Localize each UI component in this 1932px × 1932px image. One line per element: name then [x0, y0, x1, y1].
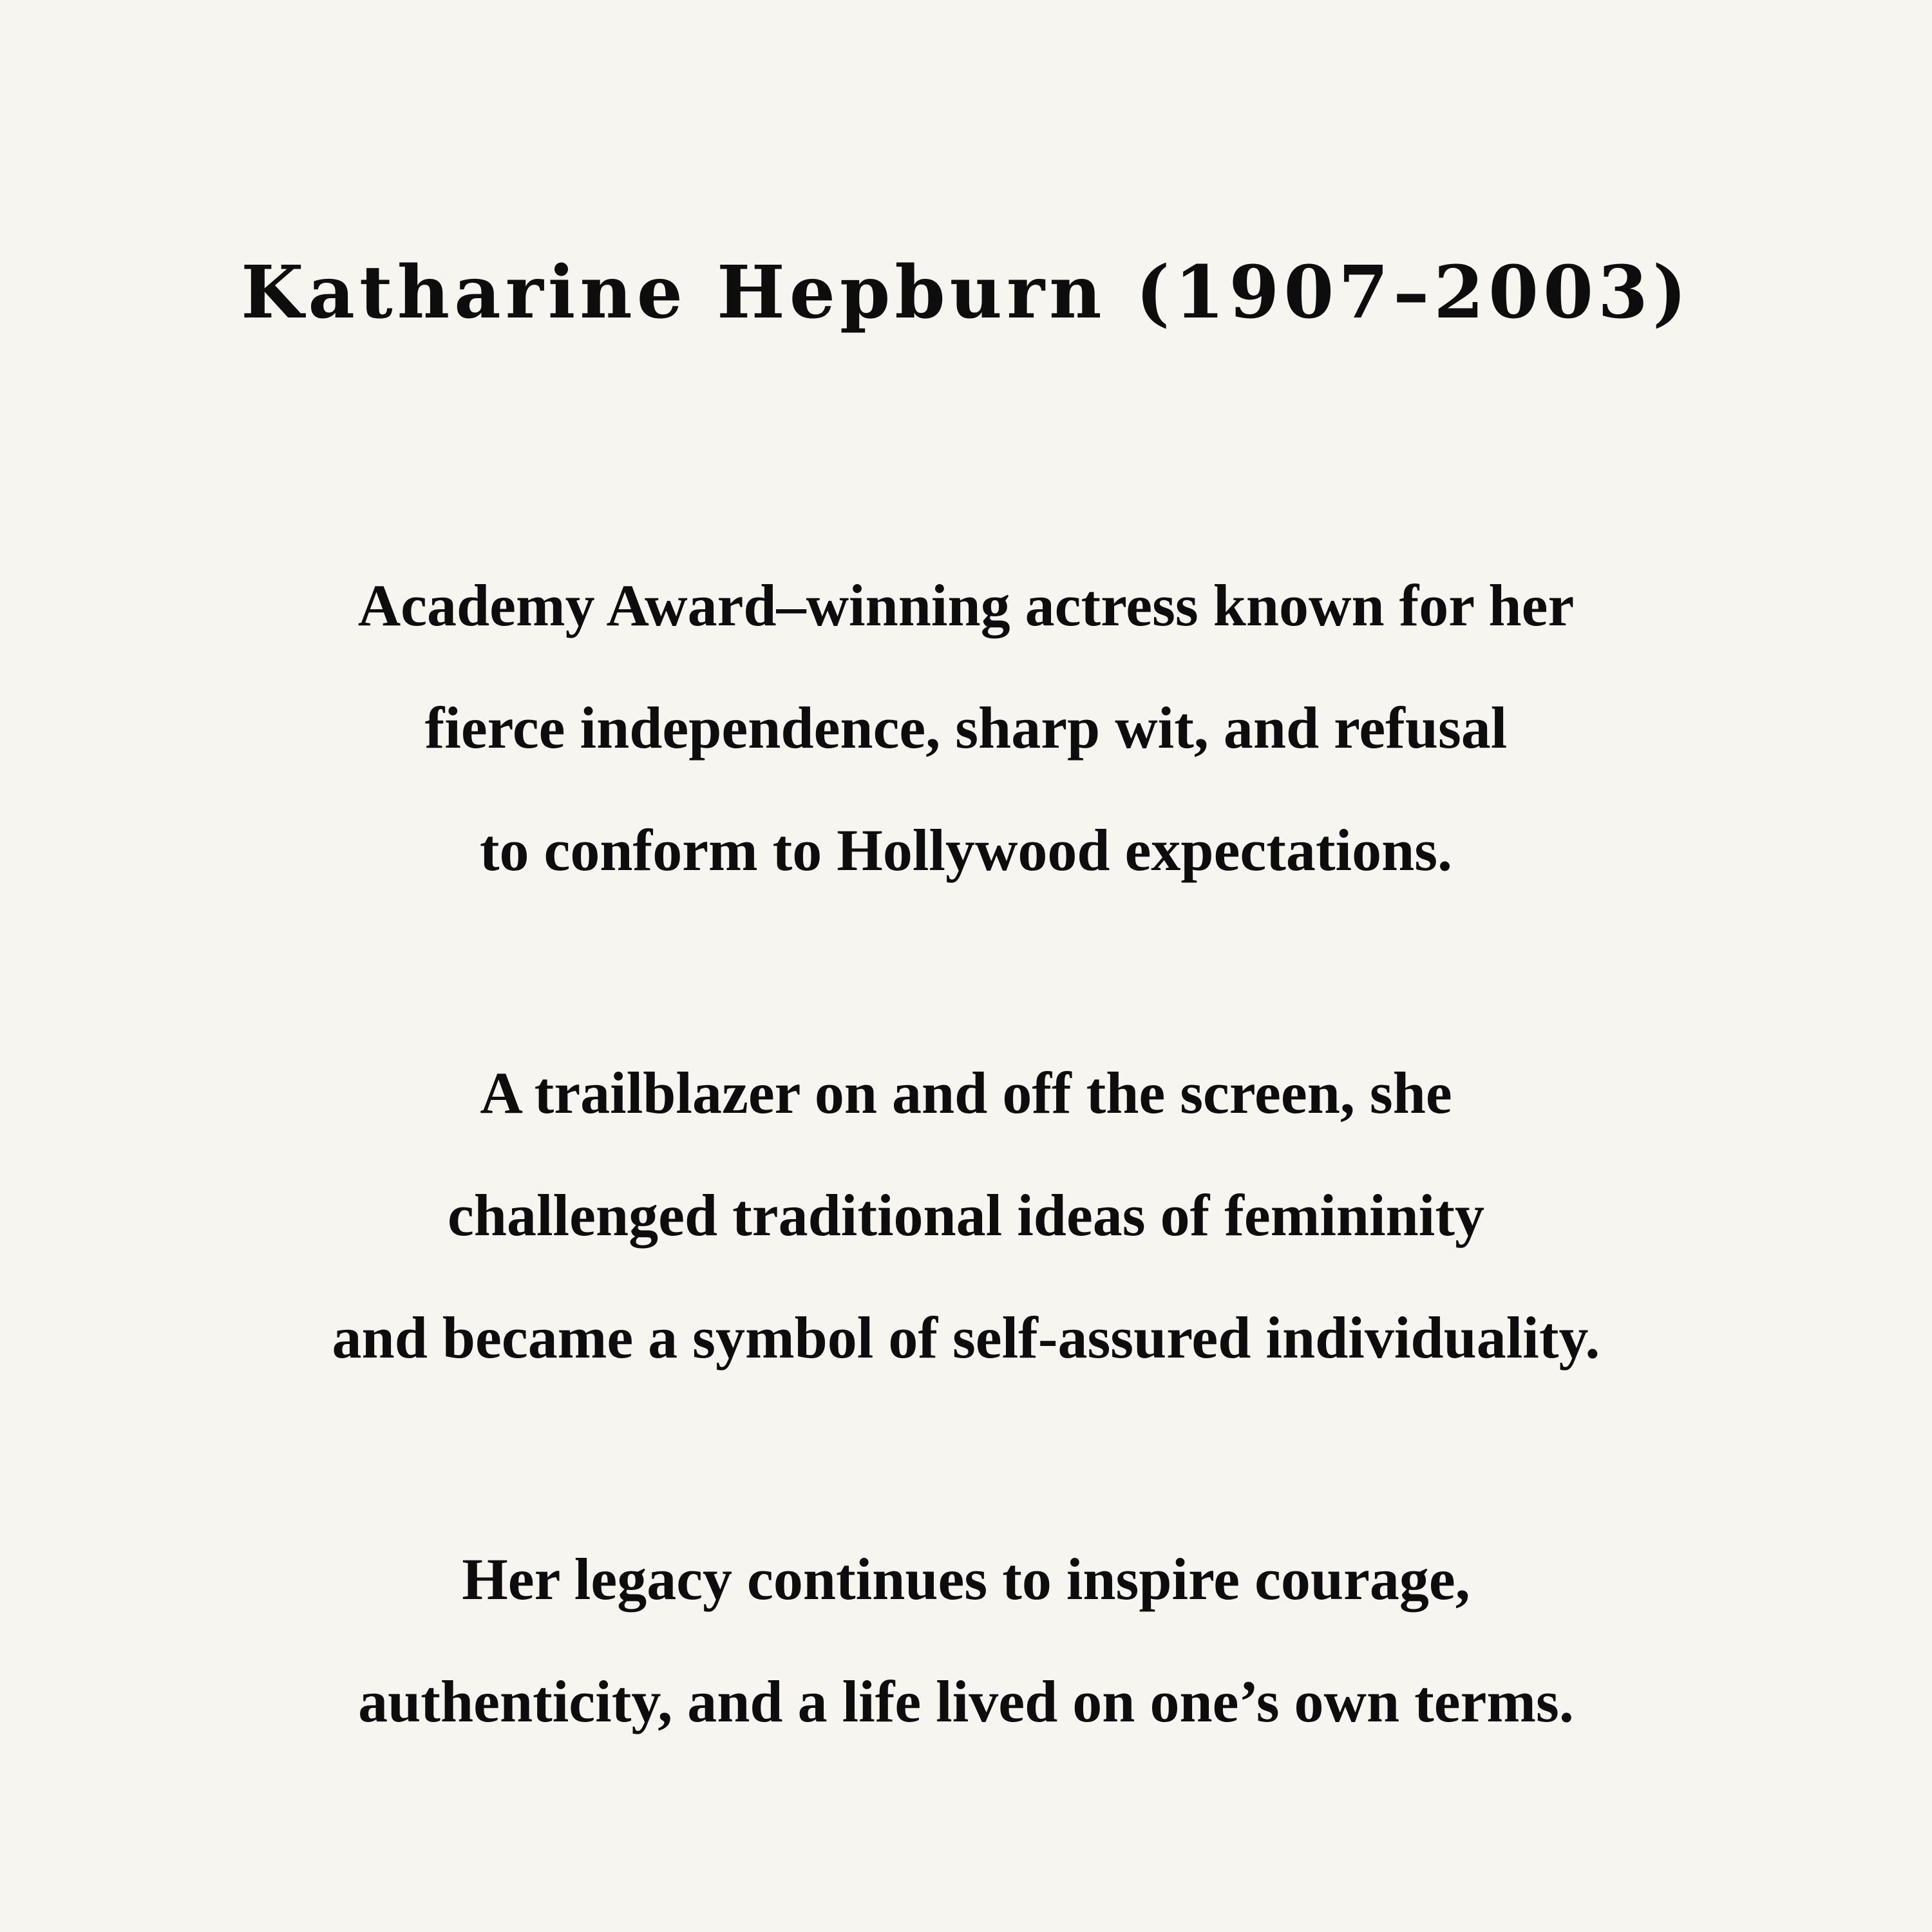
bio-paragraph-3	[0, 1518, 1932, 1763]
paragraph-line: Academy Award–winning actress known for her	[357, 573, 1575, 638]
paragraph-line: fierce independence, sharp wit, and refusal	[424, 695, 1508, 761]
paragraph-line: challenged traditional ideas of femininity	[448, 1182, 1484, 1248]
page-title: Katharine Hepburn (1907–2003)	[241, 251, 1691, 336]
paragraph-line: to conform to Hollywood expectations.	[479, 817, 1453, 883]
bio-paragraph-2	[0, 1032, 1932, 1399]
paragraph-line: A trailblazer on and off the screen, she	[480, 1060, 1452, 1126]
paragraph-line: and became a symbol of self-assured individuality.	[332, 1305, 1600, 1370]
paragraph-line: Her legacy continues to inspire courage,	[462, 1546, 1470, 1612]
paragraph-line: authenticity, and a life lived on one’s own terms.	[358, 1669, 1574, 1734]
bio-paragraph-1	[0, 544, 1932, 911]
